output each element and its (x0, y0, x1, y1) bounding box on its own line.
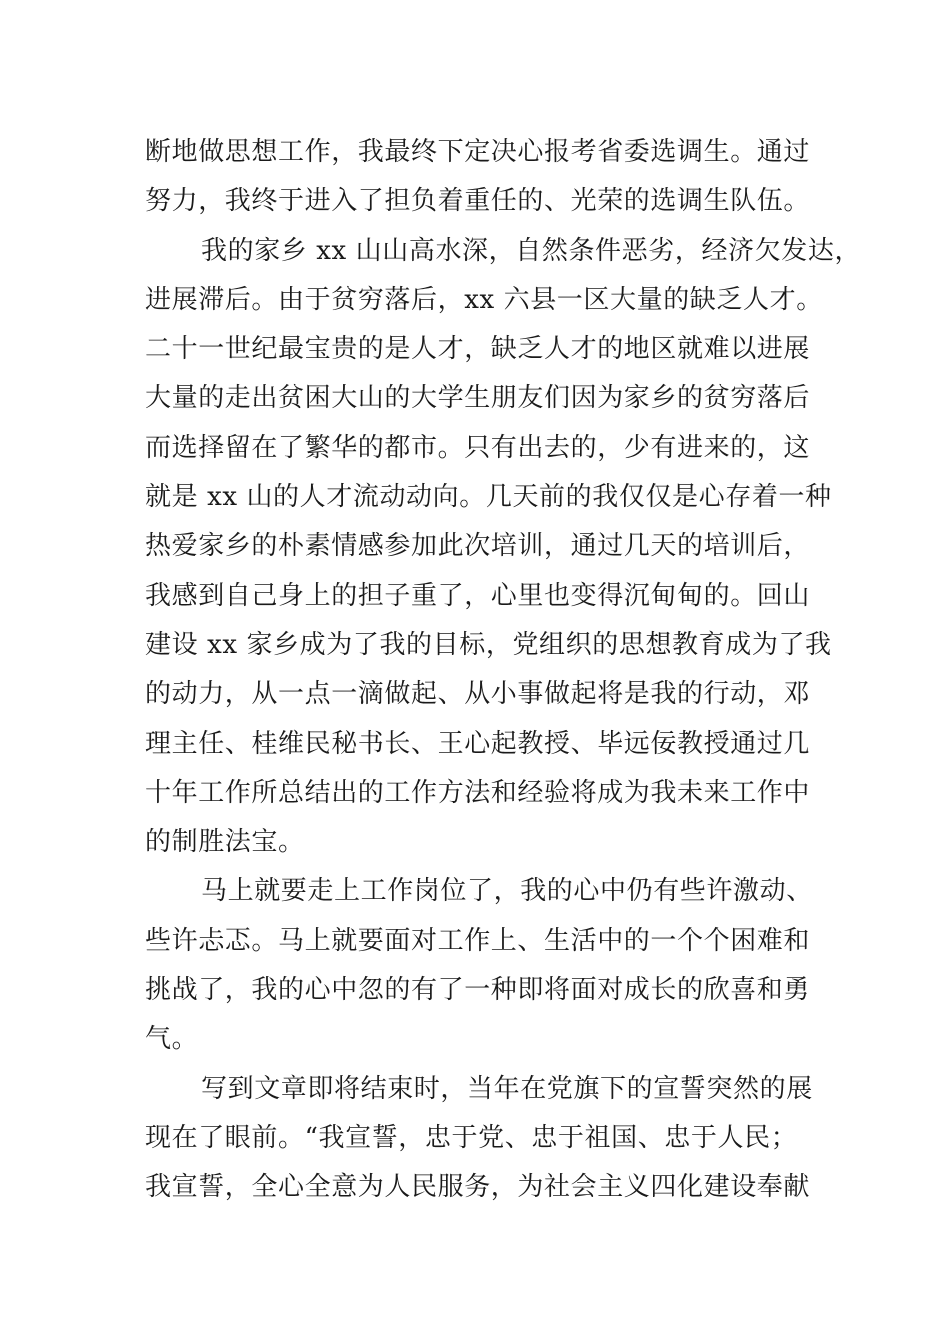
text-line: 进展滞后。由于贫穷落后，xx 六县一区大量的缺乏人才。 (145, 284, 823, 315)
text-line: 现在了眼前。“我宣誓，忠于党、忠于祖国、忠于人民； (145, 1122, 798, 1153)
paragraph-first-line: 我的家乡 xx 山山高水深，自然条件恶劣，经济欠发达， (201, 235, 862, 266)
text-line: 十年工作所总结出的工作方法和经验将成为我未来工作中 (145, 777, 811, 808)
text-line: 断地做思想工作，我最终下定决心报考省委选调生。通过 (145, 137, 811, 167)
text-line: 我宣誓，全心全意为人民服务，为社会主义四化建设奉献 (145, 1172, 811, 1203)
text-line: 理主任、桂维民秘书长、王心起教授、毕远佞教授通过几 (145, 728, 811, 759)
text-line: 努力，我终于进入了担负着重任的、光荣的选调生队伍。 (145, 186, 811, 217)
document-body (145, 128, 862, 1213)
text-line: 些许忐忑。马上就要面对工作上、生活中的一个个困难和 (145, 925, 811, 956)
text-line: 建设 xx 家乡成为了我的目标，党组织的思想教育成为了我 (145, 629, 832, 660)
text-line: 的动力，从一点一滴做起、从小事做起将是我的行动，邓 (145, 679, 811, 710)
paragraph-first-line: 马上就要走上工作岗位了，我的心中仍有些许激动、 (201, 876, 813, 907)
text-line: 大量的走出贫困大山的大学生朋友们因为家乡的贫穷落后 (145, 383, 811, 414)
text-line: 的制胜法宝。 (145, 827, 305, 858)
text-line: 热爱家乡的朴素情感参加此次培训，通过几天的培训后， (145, 531, 811, 562)
paragraph-first-line: 写到文章即将结束时，当年在党旗下的宣誓突然的展 (201, 1073, 813, 1104)
text-line: 挑战了，我的心中忽的有了一种即将面对成长的欣喜和勇 (145, 975, 811, 1006)
text-line: 气。 (145, 1024, 199, 1055)
text-line: 二十一世纪最宝贵的是人才，缺乏人才的地区就难以进展 (145, 334, 811, 365)
text-line: 我感到自己身上的担子重了，心里也变得沉甸甸的。回山 (145, 580, 811, 611)
text-line: 而选择留在了繁华的都市。只有出去的，少有进来的，这 (145, 432, 811, 463)
text-line: 就是 xx 山的人才流动动向。几天前的我仅仅是心存着一种 (145, 482, 832, 513)
